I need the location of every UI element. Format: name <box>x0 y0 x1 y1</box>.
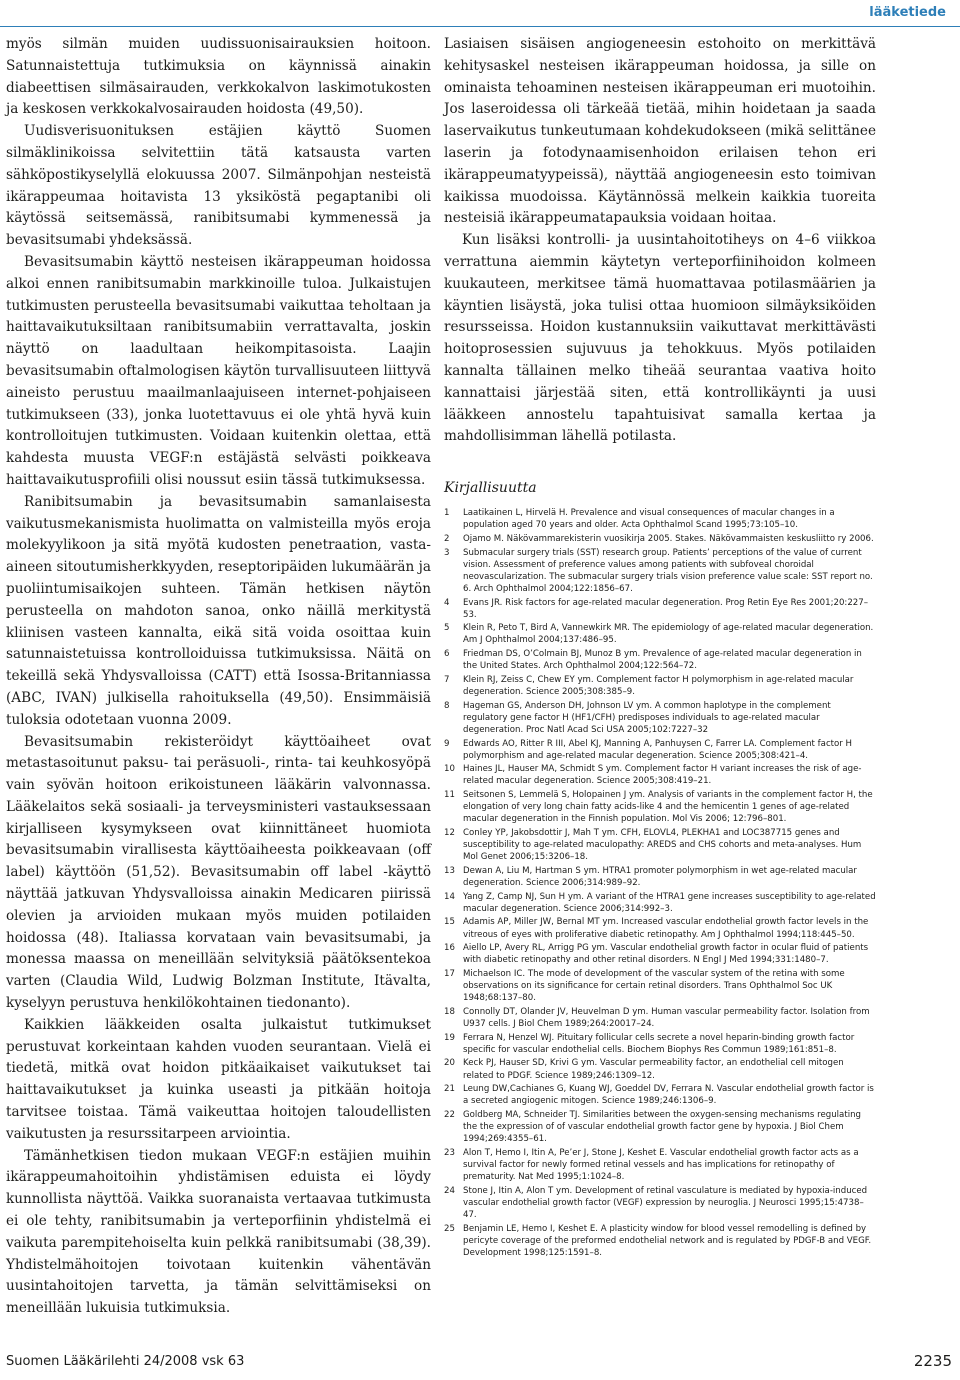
reference-item <box>444 597 876 621</box>
reference-number: 22 <box>444 1110 455 1121</box>
reference-text: Benjamin LE, Hemo I, Keshet E. A plasticity window for blood vessel remodelling is defined by pericyte coverage of the preformed endothelial network and is regulated by PDGF-B and VEGF. Development 1998;125:1591–8. <box>463 1223 872 1258</box>
reference-number: 17 <box>444 969 455 980</box>
reference-text: Adamis AP, Miller JW, Bernal MT ym. Increased vascular endothelial growth factor levels in the vitreous of eyes with proliferative diabetic retinopathy. Am J Ophthalmol 1994;118:445–50. <box>463 917 869 940</box>
reference-number: 10 <box>444 764 455 775</box>
reference-item <box>444 763 876 787</box>
reference-item <box>444 891 876 915</box>
reference-number: 6 <box>444 649 450 660</box>
reference-text: Aiello LP, Avery RL, Arrigg PG ym. Vascular endothelial growth factor in ocular fluid of patients with diabetic retinopathy and other retinal disorders. N Engl J Med 1994;331:1480–7. <box>463 943 869 966</box>
body-paragraph: Tämänhetkisen tiedon mukaan VEGF:n estäjien muihin ikärappeumahoitoihin yhdistämisen eduista ei löydy kunnollista näyttöä. Vaikka suoranaista vertaavaa tutkimusta ei ole tehty, ranibitsumabin ja verteporfiinin yhdistelmä ei vaikuta parempitehoiselta kuin pelkkä ranibitsumabi (38,39). Yhdistelmähoitojen toivotaan kuitenkin vähentävän uusintahoitojen tarvetta, ja tämän selvittämiseksi on meneillään lukuisia tutkimuksia. <box>6 1147 431 1317</box>
reference-text: Stone J, Itin A, Alon T ym. Development of retinal vasculature is mediated by hypoxia-induced vascular endothelial growth factor (VEGF) expression by neuroglia. J Neurosci 1995;15:4738–47. <box>463 1185 868 1220</box>
reference-number: 7 <box>444 674 450 685</box>
reference-item <box>444 622 876 646</box>
reference-item <box>444 533 876 545</box>
reference-item <box>444 865 876 889</box>
body-paragraph: Bevasitsumabin rekisteröidyt käyttöaiheet ovat metastasoitunut paksu- tai peräsuoli-, rinta- tai keuhkosyöpä vain syövän hoitoon erikoistuneen lääkärin valvonnassa. Lääkelaitos sekä sosiaali- ja terveysministeri vastauksessaan kirjalliseen kysymykseen ovat kiinnittäneet huomiota bevasitsumabin virallisesta käyttöaiheesta poikkeavaan (off label) käyttöön (51,52). Bevasitsumabin off label -käyttö näyttää jatkuvan Yhdysvalloissa ainakin Medicaren piirissä olevien ja arvioiden mukaan myös muiden potilaiden hoidossa (48). Italiassa korvataan vain bevasitsumabi, ja monessa maassa on meneillään selvityksiä päätöksentekoa varten (Claudia Wild, Ludwig Bolzman Institute, Itävalta, kyselyyn perustuva henkilökohtainen tiedonanto). <box>6 733 431 1012</box>
reference-number: 2 <box>444 533 450 544</box>
reference-item <box>444 916 876 940</box>
reference-text: Edwards AO, Ritter R III, Abel KJ, Manning A, Panhuysen C, Farrer LA. Complement factor H polymorphism and age-related macular degeneration. Science 2005;308:421–4. <box>463 738 853 761</box>
reference-text: Dewan A, Liu M, Hartman S ym. HTRA1 promoter polymorphism in wet age-related macular degeneration. Science 2006;314:989–92. <box>463 865 857 888</box>
references-heading: Kirjallisuutta <box>444 480 537 497</box>
reference-number: 1 <box>444 508 450 519</box>
reference-item <box>444 547 876 595</box>
reference-number: 16 <box>444 943 455 954</box>
reference-text: Michaelson IC. The mode of development of the vascular system of the retina with some observations on its significance for certain retinal disorders. Trans Ophthalmol Soc UK 1948;68:137–80. <box>463 969 845 1004</box>
reference-number: 8 <box>444 700 450 711</box>
reference-item <box>444 789 876 825</box>
reference-item <box>444 700 876 736</box>
reference-item <box>444 1109 876 1145</box>
reference-text: Laatikainen L, Hirvelä H. Prevalence and visual consequences of macular changes in a population aged 70 years and older. Acta Ophthalmol Scand 1995;73:105–10. <box>463 508 835 531</box>
reference-number: 20 <box>444 1058 455 1069</box>
reference-text: Ojamo M. Näkövammarekisterin vuosikirja 2005. Stakes. Näkövammaisten keskusliitto ry 2006. <box>463 533 874 544</box>
left-column <box>6 34 431 1320</box>
reference-text: Alon T, Hemo I, Itin A, Pe’er J, Stone J, Keshet E. Vascular endothelial growth factor acts as a survival factor for newly formed retinal vessels and has implications for retinopathy of prematurity. Nat Med 1995;1:1024–8. <box>463 1147 859 1183</box>
reference-number: 13 <box>444 865 455 876</box>
reference-number: 4 <box>444 597 450 608</box>
reference-text: Submacular surgery trials (SST) research group. Patients’ perceptions of the value of current vision. Assessment of preference values among patients with subfoveal choroidal neovascularization. The submacular surgery trials vision preference value scale: SST report no. 6. Arch Ophthalmol 2004;122:1856–67. <box>463 547 873 594</box>
reference-text: Hageman GS, Anderson DH, Johnson LV ym. A common haplotype in the complement regulatory gene factor H (HF1/CFH) predisposes individuals to age-related macular degeneration. Proc Natl Acad Sci USA 2005;102:7227–32 <box>463 700 831 735</box>
reference-number: 23 <box>444 1147 455 1158</box>
reference-text: Seitsonen S, Lemmelä S, Holopainen J ym. Analysis of variants in the complement factor H, the elongation of very long chain fatty acids-like 4 and the hemicentin 1 genes of age-related macular degeneration in the Finnish population. Mol Vis 2006; 12:796–801. <box>463 790 873 825</box>
reference-text: Haines JL, Hauser MA, Schmidt S ym. Complement factor H variant increases the risk of age-related macular degeneration. Science 2005;308:419–21. <box>463 764 862 787</box>
page-number: 2235 <box>913 1352 952 1370</box>
reference-item <box>444 1185 876 1221</box>
reference-number: 5 <box>444 623 450 634</box>
reference-item <box>444 1057 876 1081</box>
reference-number: 3 <box>444 547 450 558</box>
section-label: lääketiede <box>869 5 946 20</box>
body-paragraph: Lasiaisen sisäisen angiogeneesin estohoito on merkittävä kehitysaskel nesteisen ikärappeuman hoidossa, ja sille on ominaista tehoaminen nesteisen ikärappeuman eri muotoihin. Jos laseroidessa oli tärkeää tietää, mihin hoidetaan ja saada laservaikutus tunkeutumaan kohdekudokseen (mikä selittänee laserin ja fotodynaamisenhoidon erilaisen tehon eri ikärappeumatyypeissä), näyttää angiogeneesin esto toimivan kaikissa muodoissa. Käytännössä melkein kaikkia tuoreita nesteisiä ikärappeumatapauksia voidaan hoitaa. <box>444 36 876 227</box>
reference-text: Keck PJ, Hauser SD, Krivi G ym. Vascular permeability factor, an endothelial cell mitogen related to PDGF. Science 1989;246:1309–12. <box>463 1058 844 1081</box>
reference-number: 24 <box>444 1185 455 1196</box>
reference-item <box>444 968 876 1004</box>
reference-list <box>444 507 876 1259</box>
reference-item <box>444 1147 876 1183</box>
reference-item <box>444 1032 876 1056</box>
reference-text: Connolly DT, Olander JV, Heuvelman D ym. Human vascular permeability factor. Isolation from U937 cells. J Biol Chem 1989;264:20017–24. <box>463 1006 870 1029</box>
reference-number: 15 <box>444 917 455 928</box>
reference-text: Klein RJ, Zeiss C, Chew EY ym. Complement factor H polymorphism in age-related macular degeneration. Science 2005;308:385–9. <box>463 674 854 698</box>
reference-number: 18 <box>444 1006 455 1017</box>
reference-number: 25 <box>444 1223 455 1234</box>
reference-text: Evans JR. Risk factors for age-related macular degeneration. Prog Retin Eye Res 2001;20:227–53. <box>463 597 869 620</box>
reference-number: 9 <box>444 738 450 749</box>
reference-number: 12 <box>444 828 455 839</box>
reference-item <box>444 1083 876 1107</box>
reference-text: Yang Z, Camp NJ, Sun H ym. A variant of the HTRA1 gene increases susceptibility to age-related macular degeneration. Science 2006;314:992–3. <box>463 891 876 914</box>
reference-item <box>444 738 876 762</box>
reference-item <box>444 674 876 698</box>
right-column <box>444 34 876 1261</box>
reference-item <box>444 507 876 531</box>
reference-text: Ferrara N, Henzel WJ. Pituitary follicular cells secrete a novel heparin-binding growth factor specific for vascular endothelial cells. Biochem Biophys Res Commun 1989;161:851–8. <box>463 1032 855 1055</box>
reference-item <box>444 827 876 863</box>
reference-number: 14 <box>444 891 455 902</box>
body-paragraph: Kun lisäksi kontrolli- ja uusintahoitotiheys on 4–6 viikkoa verrattuna aiemmin käytetyn verteporfiinihoidon kolmeen kuukauteen, merkitsee tämä huomattavaa potilasmäärien ja käyntien lisäystä, joka tulisi ottaa huomioon silmäyksiköiden resursseissa. Hoidon kustannuksiin vaikuttavat merkittävästi hoitoprosessien sujuvuus ja tehokkuus. Myös potilaiden kannalta tällainen melko tiheää seurantaa vaativa hoito kannattaisi järjestää siten, että kontrollikäynti ja uusi lääkkeen annostelu tapahtuisivat samalla kertaa ja mahdollisimman lähellä potilasta. <box>444 232 876 445</box>
journal-footer: Suomen Lääkärilehti 24/2008 vsk 63 <box>6 1354 245 1369</box>
reference-number: 11 <box>444 790 455 801</box>
reference-number: 21 <box>444 1084 455 1095</box>
reference-text: Friedman DS, O’Colmain BJ, Munoz B ym. Prevalence of age-related macular degeneration in the United States. Arch Ophthalmol 2004;122:564–72. <box>463 649 862 672</box>
reference-number: 19 <box>444 1032 455 1043</box>
reference-text: Goldberg MA, Schneider TJ. Similarities between the oxygen-sensing mechanisms regulating the the expression of of vascular endothelial growth factor gene by hypoxia. J Biol Chem 1994;269:4355–61. <box>463 1110 861 1145</box>
reference-text: Conley YP, Jakobsdottir J, Mah T ym. CFH, ELOVL4, PLEKHA1 and LOC387715 genes and susceptibility to age-related maculopathy: AREDS and CHS cohorts and meta-analyses. Hum Mol Genet 2006;15:3206–18. <box>463 828 862 863</box>
body-paragraph: myös silmän muiden uudissuonisairauksien hoitoon. Satunnaistettuja tutkimuksia on käynnissä ainakin diabeettisen silmäsairauden, verkkokalvon laskimotukosten ja keskosen verkkokalvosairauden hoidosta (49,50). <box>6 36 431 118</box>
body-paragraph: Ranibitsumabin ja bevasitsumabin samanlaisesta vaikutusmekanismista huolimatta on valmisteilla myös eroja molekyylikoon ja sitä myötä kudosten penetraation, vasta-aineen sitoutumisherkkyyden, reseptoripäiden lukumäärän ja puoliintumisaikojen suhteen. Tämän hetkisen näytön perusteella on mahdoton sanoa, onko näillä merkitystä kliinisen vasteen kannalta, eikä sitä voida osoittaa kuin satunnaistetuissa kontrolloiduissa tutkimuksissa. Näitä on tekeillä sekä Yhdysvalloissa (CATT) että Isossa-Britanniassa (ABC, IVAN) julkisella rahoituksella (49,50). Ensimmäisiä tuloksia odotetaan vuonna 2009. <box>6 493 431 728</box>
reference-item <box>444 942 876 966</box>
body-paragraph: Kaikkien lääkkeiden osalta julkaistut tutkimukset perustuvat korkeintaan kahden vuoden seurantaan. Vielä ei tiedetä, mitkä ovat hoidon pitkäaikaiset vaikutukset tai haittavaikutukset ja kuinka useasti ja pitkään hoitoja tarvitsee toistaa. Tämä vaikeuttaa hoitojen taloudellisten vaikutusten ja resurssitarpeen arviointia. <box>6 1016 431 1142</box>
body-paragraph: Bevasitsumabin käyttö nesteisen ikärappeuman hoidossa alkoi ennen ranibitsumabin markkinoille tuloa. Julkaistujen tutkimusten perusteella bevasitsumabi vaikuttaa teholtaan ja haittavaikutuksiltaan ranibitsumabiin verrattavalta, joskin näyttö on laadultaan heikompitasoista. Laajin bevasitsumabin oftalmologisen käytön turvallisuuteen liittyvä aineisto perustuu maailmanlaajuiseen internet-pohjaiseen tutkimukseen (33), jonka luotettavuus ei ole yhtä hyvä kuin kontrolloitujen tutkimusten. Voidaan kuitenkin olettaa, että kahdesta muusta VEGF:n estäjästä selvästi poikkeava haittavaikutusprofiili olisi noussut esiin tässä tutkimuksessa. <box>6 253 431 488</box>
reference-item <box>444 1223 876 1259</box>
reference-item <box>444 1006 876 1030</box>
body-paragraph: Uudisverisuonituksen estäjien käyttö Suomen silmäklinikoissa selvitettiin tätä katsausta varten sähköpostikyselyllä elokuussa 2007. Silmänpohjan nesteistä ikärappeumaa hoitavista 13 yksiköstä pegaptanibi oli käytössä seitsemässä, ranibitsumabi kymmenessä ja bevasitsumabi yhdeksässä. <box>6 123 431 249</box>
reference-text: Leung DW,Cachianes G, Kuang WJ, Goeddel DV, Ferrara N. Vascular endothelial growth factor is a secreted angiogenic mitogen. Science 1989;246:1306–9. <box>463 1084 874 1107</box>
reference-text: Klein R, Peto T, Bird A, Vannewkirk MR. The epidemiology of age-related macular degeneration. Am J Ophthalmol 2004;137:486–95. <box>463 623 874 646</box>
reference-item <box>444 648 876 672</box>
header-divider <box>0 26 960 27</box>
